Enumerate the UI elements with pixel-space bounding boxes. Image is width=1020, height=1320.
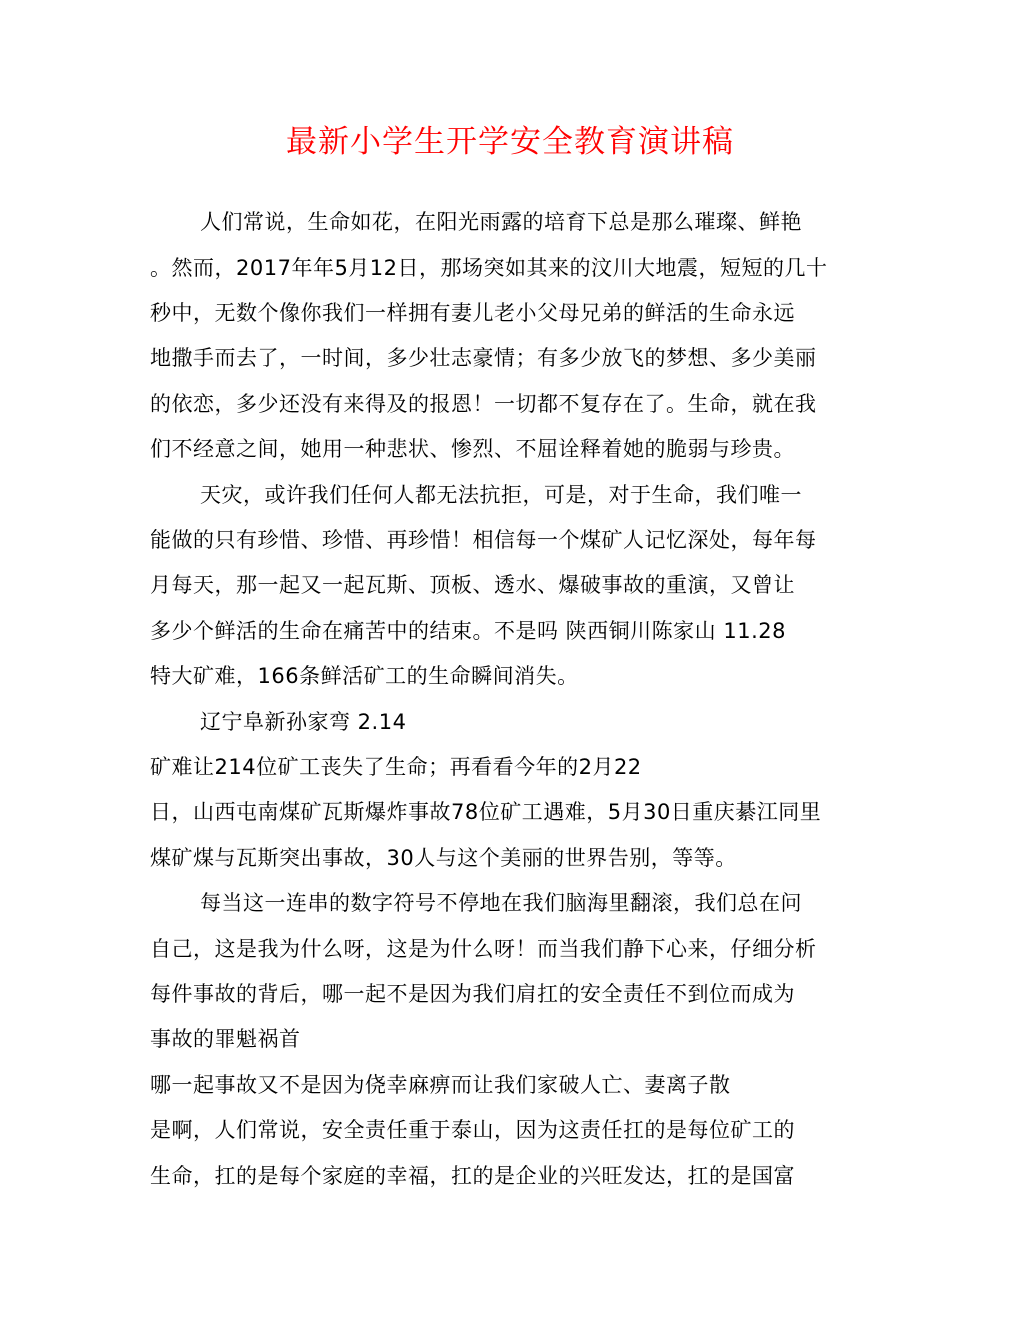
paragraph-1-line-5: 的依恋，多少还没有来得及的报恩！一切都不复存在了。生命，就在我 xyxy=(150,392,817,416)
paragraph-2-line-1: 天灾，或许我们任何人都无法抗拒，可是，对于生命，我们唯一 xyxy=(200,483,802,507)
paragraph-4-line-3: 每件事故的背后，哪一起不是因为我们肩扛的安全责任不到位而成为 xyxy=(150,982,795,1006)
paragraph-4-line-2: 自己，这是我为什么呀，这是为什么呀！而当我们静下心来，仔细分析 xyxy=(150,937,817,961)
paragraph-6-line-1: 是啊，人们常说，安全责任重于泰山，因为这责任扛的是每位矿工的 xyxy=(150,1118,795,1142)
paragraph-4-line-1: 每当这一连串的数字符号不停地在我们脑海里翻滚，我们总在问 xyxy=(200,891,802,915)
paragraph-2-line-4: 多少个鲜活的生命在痛苦中的结束。不是吗 陕西铜川陈家山 11.28 xyxy=(150,619,786,643)
paragraph-3-line-4: 煤矿煤与瓦斯突出事故，30人与这个美丽的世界告别，等等。 xyxy=(150,846,737,870)
paragraph-2-line-5: 特大矿难，166条鲜活矿工的生命瞬间消失。 xyxy=(150,664,579,688)
paragraph-3-line-2: 矿难让214位矿工丧失了生命；再看看今年的2月22 xyxy=(150,755,642,779)
paragraph-3-line-3: 日，山西屯南煤矿瓦斯爆炸事故78位矿工遇难，5月30日重庆綦江同里 xyxy=(150,800,822,824)
paragraph-2-line-3: 月每天，那一起又一起瓦斯、顶板、透水、爆破事故的重演，又曾让 xyxy=(150,573,795,597)
paragraph-4-line-4: 事故的罪魁祸首 xyxy=(150,1027,301,1051)
paragraph-1-line-3: 秒中，无数个像你我们一样拥有妻儿老小父母兄弟的鲜活的生命永远 xyxy=(150,301,795,325)
paragraph-1-line-2: 。然而，2017年年5月12日，那场突如其来的汶川大地震，短短的几十 xyxy=(150,256,828,280)
paragraph-6-line-2: 生命，扛的是每个家庭的幸福，扛的是企业的兴旺发达，扛的是国富 xyxy=(150,1164,795,1188)
paragraph-3-line-1: 辽宁阜新孙家弯 2.14 xyxy=(200,710,407,734)
paragraph-1-line-4: 地撒手而去了，一时间，多少壮志豪情；有多少放飞的梦想、多少美丽 xyxy=(150,346,817,370)
paragraph-2-line-2: 能做的只有珍惜、珍惜、再珍惜！相信每一个煤矿人记忆深处，每年每 xyxy=(150,528,817,552)
paragraph-5-line-1: 哪一起事故又不是因为侥幸麻痹而让我们家破人亡、妻离子散 xyxy=(150,1073,731,1097)
document-title: 最新小学生开学安全教育演讲稿 xyxy=(286,124,734,160)
paragraph-1-line-1: 人们常说，生命如花，在阳光雨露的培育下总是那么璀璨、鲜艳 xyxy=(200,210,802,234)
paragraph-1-line-6: 们不经意之间，她用一种悲状、惨烈、不屈诠释着她的脆弱与珍贵。 xyxy=(150,437,795,461)
